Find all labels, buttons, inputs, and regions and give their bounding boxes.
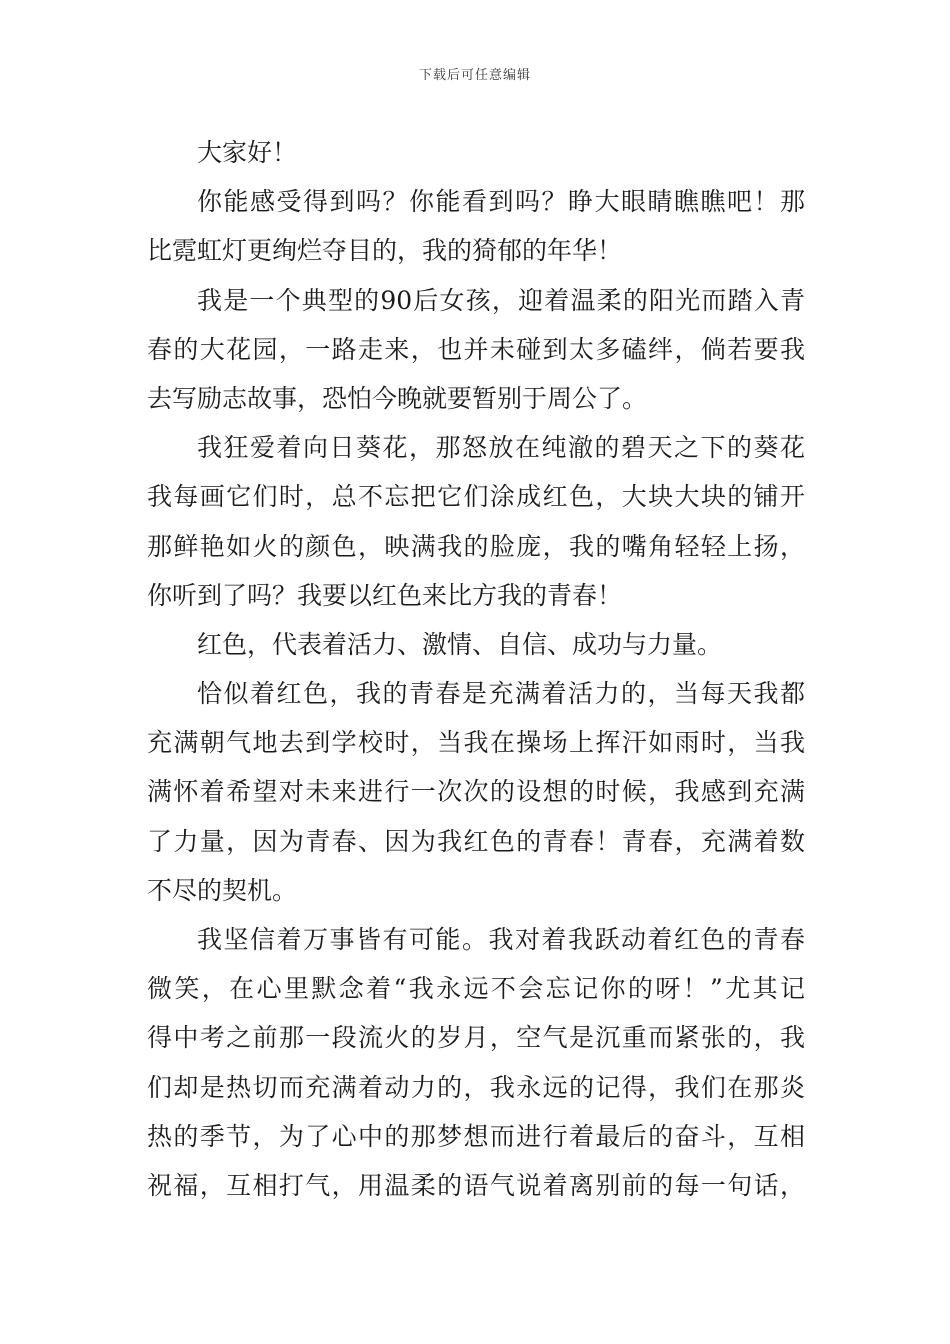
text-line: 了力量，因为青春、因为我红色的青春！青春，充满着数: [147, 826, 805, 856]
text-line: 满怀着希望对未来进行一次次的设想的时候，我感到充满: [147, 777, 805, 807]
text-line: 恰似着红色，我的青春是充满着活力的，当每天我都: [197, 679, 805, 709]
text-line: 充满朝气地去到学校时，当我在操场上挥汗如雨时，当我: [147, 728, 805, 758]
text-line: 我每画它们时，总不忘把它们涂成红色，大块大块的铺开: [147, 482, 805, 512]
text-line: 们却是热切而充满着动力的，我永远的记得，我们在那炎: [147, 1072, 805, 1102]
text-line: 你能感受得到吗？你能看到吗？睁大眼睛瞧瞧吧！那: [197, 187, 805, 217]
page-header: 下载后可任意编辑: [418, 68, 531, 83]
text-line: 祝福，互相打气，用温柔的语气说着离别前的每一句话，: [147, 1170, 805, 1200]
text-line: 大家好！: [197, 138, 298, 167]
text-line: 去写励志故事，恐怕今晚就要暂别于周公了。: [147, 383, 648, 413]
text-line: 得中考之前那一段流火的岁月，空气是沉重而紧张的，我: [147, 1023, 805, 1053]
text-line: 春的大花园，一路走来，也并未碰到太多磕绊，倘若要我: [147, 334, 805, 364]
text-line: 我是一个典型的90后女孩，迎着温柔的阳光而踏入青: [197, 285, 805, 315]
text-line: 我狂爱着向日葵花，那怒放在纯澈的碧天之下的葵花: [197, 433, 805, 463]
body-text: [147, 128, 805, 1210]
text-line: 红色，代表着活力、激情、自信、成功与力量。: [197, 629, 723, 659]
text-line: 那鲜艳如火的颜色，映满我的脸庞，我的嘴角轻轻上扬，: [147, 531, 805, 561]
text-line: 比霓虹灯更绚烂夺目的，我的猗郁的年华！: [147, 236, 623, 266]
text-line: 你听到了吗？我要以红色来比方我的青春！: [147, 580, 623, 610]
text-line: 不尽的契机。: [147, 875, 298, 905]
text-line: 我坚信着万事皆有可能。我对着我跃动着红色的青春: [197, 925, 805, 954]
text-line: 微笑，在心里默念着“我永远不会忘记你的呀！”尤其记: [147, 974, 805, 1004]
text-line: 热的季节，为了心中的那梦想而进行着最后的奋斗，互相: [147, 1121, 805, 1151]
